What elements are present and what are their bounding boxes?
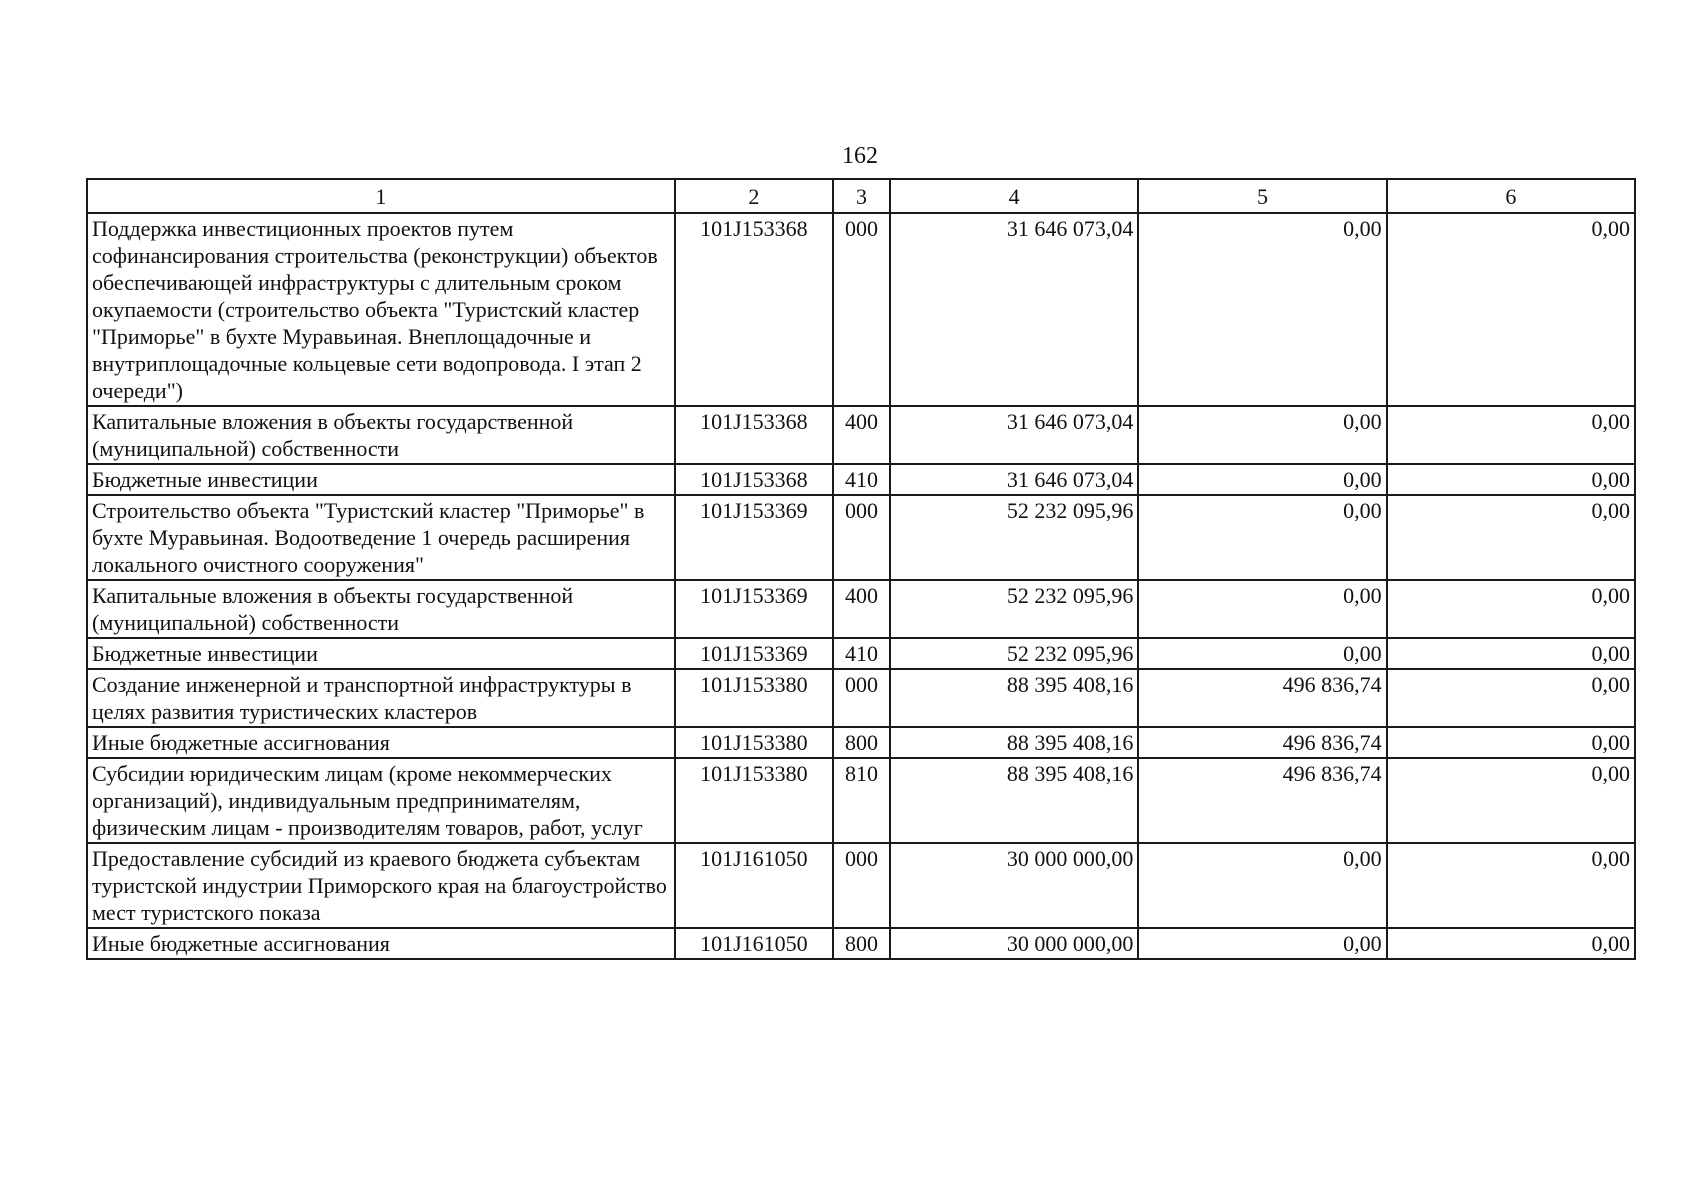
row-code: 101J153380 bbox=[675, 669, 833, 727]
row-expense-type: 400 bbox=[833, 580, 890, 638]
row-amount-col4: 30 000 000,00 bbox=[890, 843, 1138, 928]
header-col-1: 1 bbox=[87, 179, 675, 213]
row-amount-col4: 52 232 095,96 bbox=[890, 638, 1138, 669]
row-expense-type: 000 bbox=[833, 495, 890, 580]
row-amount-col4: 31 646 073,04 bbox=[890, 406, 1138, 464]
row-amount-col5: 0,00 bbox=[1138, 843, 1386, 928]
row-expense-type: 000 bbox=[833, 213, 890, 406]
row-amount-col5: 496 836,74 bbox=[1138, 669, 1386, 727]
page-number: 162 bbox=[842, 143, 878, 169]
row-name: Бюджетные инвестиции bbox=[87, 464, 675, 495]
row-amount-col6: 0,00 bbox=[1387, 843, 1635, 928]
table-row bbox=[87, 580, 1635, 638]
table-row bbox=[87, 406, 1635, 464]
row-amount-col5: 0,00 bbox=[1138, 928, 1386, 959]
header-col-3: 3 bbox=[833, 179, 890, 213]
row-code: 101J161050 bbox=[675, 843, 833, 928]
row-expense-type: 400 bbox=[833, 406, 890, 464]
table-row bbox=[87, 213, 1635, 406]
table-row bbox=[87, 638, 1635, 669]
row-expense-type: 000 bbox=[833, 669, 890, 727]
row-name: Строительство объекта "Туристский кластер "Приморье" в бухте Муравьиная. Водоотведение 1 очередь расширения локального очистного сооружения" bbox=[87, 495, 675, 580]
row-amount-col4: 88 395 408,16 bbox=[890, 727, 1138, 758]
row-amount-col6: 0,00 bbox=[1387, 213, 1635, 406]
row-amount-col6: 0,00 bbox=[1387, 928, 1635, 959]
row-name: Бюджетные инвестиции bbox=[87, 638, 675, 669]
row-amount-col5: 496 836,74 bbox=[1138, 727, 1386, 758]
row-code: 101J161050 bbox=[675, 928, 833, 959]
table-row bbox=[87, 495, 1635, 580]
header-col-2: 2 bbox=[675, 179, 833, 213]
row-code: 101J153380 bbox=[675, 758, 833, 843]
row-amount-col5: 0,00 bbox=[1138, 580, 1386, 638]
table-row bbox=[87, 669, 1635, 727]
row-expense-type: 000 bbox=[833, 843, 890, 928]
row-amount-col4: 52 232 095,96 bbox=[890, 495, 1138, 580]
row-name: Поддержка инвестиционных проектов путем софинансирования строительства (реконструкции) объектов обеспечивающей инфраструктуры с длительным сроком окупаемости (строительство объекта "Туристский кластер "Приморье" в бухте Муравьиная. Внеплощадочные и внутриплощадочные кольцевые сети водопровода. I этап 2 очереди") bbox=[87, 213, 675, 406]
row-amount-col4: 31 646 073,04 bbox=[890, 213, 1138, 406]
row-expense-type: 800 bbox=[833, 727, 890, 758]
row-amount-col4: 52 232 095,96 bbox=[890, 580, 1138, 638]
row-name: Иные бюджетные ассигнования bbox=[87, 727, 675, 758]
row-name: Создание инженерной и транспортной инфраструктуры в целях развития туристических кластеров bbox=[87, 669, 675, 727]
row-expense-type: 800 bbox=[833, 928, 890, 959]
row-expense-type: 410 bbox=[833, 638, 890, 669]
row-amount-col4: 31 646 073,04 bbox=[890, 464, 1138, 495]
row-amount-col6: 0,00 bbox=[1387, 758, 1635, 843]
row-amount-col6: 0,00 bbox=[1387, 495, 1635, 580]
row-name: Капитальные вложения в объекты государственной (муниципальной) собственности bbox=[87, 406, 675, 464]
row-expense-type: 810 bbox=[833, 758, 890, 843]
row-code: 101J153369 bbox=[675, 638, 833, 669]
header-col-6: 6 bbox=[1387, 179, 1635, 213]
row-amount-col4: 30 000 000,00 bbox=[890, 928, 1138, 959]
row-name: Субсидии юридическим лицам (кроме некоммерческих организаций), индивидуальным предпринимателям, физическим лицам - производителям товаров, работ, услуг bbox=[87, 758, 675, 843]
row-amount-col6: 0,00 bbox=[1387, 580, 1635, 638]
table-row bbox=[87, 928, 1635, 959]
row-code: 101J153380 bbox=[675, 727, 833, 758]
header-row bbox=[87, 179, 1635, 213]
row-code: 101J153368 bbox=[675, 464, 833, 495]
table-row bbox=[87, 758, 1635, 843]
row-code: 101J153369 bbox=[675, 495, 833, 580]
row-code: 101J153368 bbox=[675, 406, 833, 464]
row-amount-col6: 0,00 bbox=[1387, 638, 1635, 669]
row-amount-col5: 0,00 bbox=[1138, 406, 1386, 464]
row-amount-col6: 0,00 bbox=[1387, 464, 1635, 495]
table-body bbox=[87, 213, 1635, 959]
row-amount-col5: 496 836,74 bbox=[1138, 758, 1386, 843]
row-amount-col6: 0,00 bbox=[1387, 727, 1635, 758]
row-amount-col5: 0,00 bbox=[1138, 495, 1386, 580]
row-code: 101J153368 bbox=[675, 213, 833, 406]
table-row bbox=[87, 727, 1635, 758]
row-amount-col5: 0,00 bbox=[1138, 638, 1386, 669]
row-expense-type: 410 bbox=[833, 464, 890, 495]
row-code: 101J153369 bbox=[675, 580, 833, 638]
table-row bbox=[87, 843, 1635, 928]
budget-table bbox=[86, 178, 1636, 960]
row-amount-col4: 88 395 408,16 bbox=[890, 669, 1138, 727]
row-name: Предоставление субсидий из краевого бюджета субъектам туристской индустрии Приморского края на благоустройство мест туристского показа bbox=[87, 843, 675, 928]
row-name: Капитальные вложения в объекты государственной (муниципальной) собственности bbox=[87, 580, 675, 638]
row-amount-col5: 0,00 bbox=[1138, 213, 1386, 406]
header-col-5: 5 bbox=[1138, 179, 1386, 213]
table-header bbox=[87, 179, 1635, 213]
row-amount-col6: 0,00 bbox=[1387, 406, 1635, 464]
table-row bbox=[87, 464, 1635, 495]
row-amount-col4: 88 395 408,16 bbox=[890, 758, 1138, 843]
row-name: Иные бюджетные ассигнования bbox=[87, 928, 675, 959]
row-amount-col5: 0,00 bbox=[1138, 464, 1386, 495]
header-col-4: 4 bbox=[890, 179, 1138, 213]
row-amount-col6: 0,00 bbox=[1387, 669, 1635, 727]
